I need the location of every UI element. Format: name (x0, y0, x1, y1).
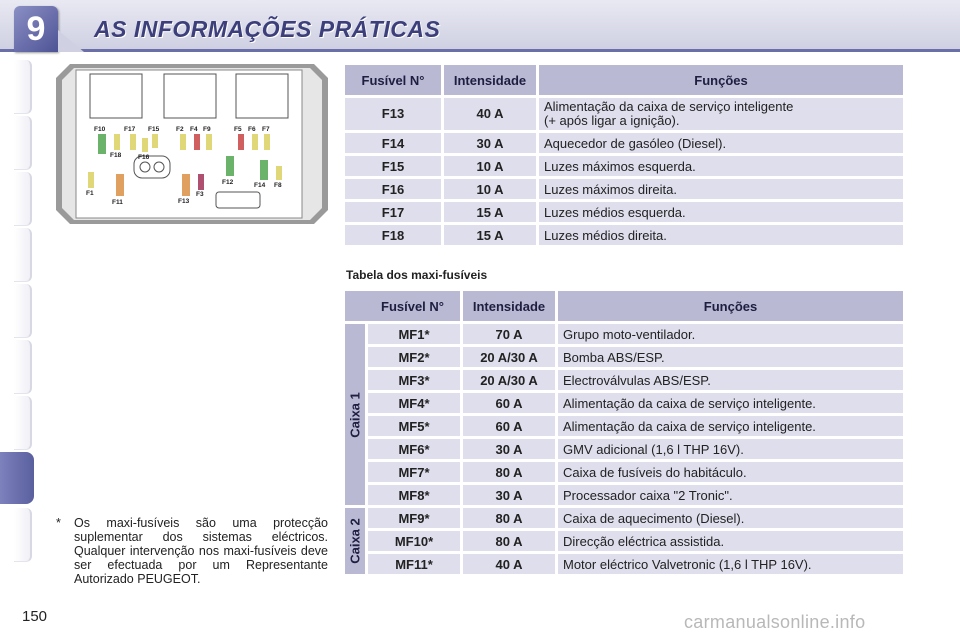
fuse-function: Luzes máximos esquerda. (539, 156, 903, 176)
fuse-function: Luzes médios esquerda. (539, 202, 903, 222)
fuse-amps: 10 A (444, 156, 536, 176)
fuse-f13 (182, 174, 190, 196)
fuse-amps: 40 A (444, 98, 536, 130)
fuse-label: F2 (176, 126, 184, 133)
fuse-function: GMV adicional (1,6 l THP 16V). (558, 439, 903, 459)
fuse-table (342, 62, 906, 248)
fuse-function: Luzes máximos direita. (539, 179, 903, 199)
table-row (345, 347, 903, 367)
fuse-label: F12 (222, 179, 234, 186)
fuse-label: F10 (94, 126, 106, 133)
fuse-label: F9 (203, 126, 211, 133)
fuse-function (539, 98, 903, 130)
fuse-label: F3 (196, 191, 204, 198)
group-label: Caixa 1 (347, 391, 363, 438)
column-header-fuse: Fusível N° (345, 65, 441, 95)
column-header-function: Funções (558, 291, 903, 321)
fuse-number: MF8* (368, 485, 460, 505)
fuse-amps: 20 A/30 A (463, 347, 555, 367)
fuse-function: Luzes médios direita. (539, 225, 903, 245)
footnote-marker: * (56, 516, 61, 530)
side-tab-2[interactable] (14, 116, 32, 170)
chapter-tab-shape (58, 30, 84, 52)
fuse-label: F15 (148, 126, 160, 133)
fuse-number: MF11* (368, 554, 460, 574)
table-row (345, 393, 903, 413)
fuse-label: F11 (112, 199, 123, 206)
fuse-label: F7 (262, 126, 270, 133)
fuse-f6 (252, 134, 258, 150)
fuse-number: MF10* (368, 531, 460, 551)
fuse-f7 (264, 134, 270, 150)
fuse-label: F1 (86, 190, 94, 197)
table-row (345, 133, 903, 153)
footnote (56, 516, 328, 586)
side-tab-9[interactable] (14, 508, 32, 562)
fuse-f11 (116, 174, 124, 196)
fuse-f15 (152, 134, 158, 148)
fuse-number: F17 (345, 202, 441, 222)
fuse-function: Alimentação da caixa de serviço inteligente. (558, 416, 903, 436)
fuse-number: F18 (345, 225, 441, 245)
side-tab-3[interactable] (14, 172, 32, 226)
fuse-number: F13 (345, 98, 441, 130)
table-row (345, 462, 903, 482)
fuse-f18 (114, 134, 120, 150)
fuse-amps: 60 A (463, 393, 555, 413)
side-tab-1[interactable] (14, 60, 32, 114)
fuse-f14 (260, 160, 268, 180)
connector-pin (140, 162, 150, 172)
fuse-f4 (194, 134, 200, 150)
fuse-number: F16 (345, 179, 441, 199)
page-number: 150 (22, 608, 48, 625)
fuse-label: F4 (190, 126, 198, 133)
group-label-box-1 (345, 324, 365, 505)
fuse-amps: 60 A (463, 416, 555, 436)
maxi-fuse-table-title: Tabela dos maxi-fusíveis (346, 268, 488, 282)
relay-block (164, 74, 216, 118)
fuse-box-diagram (56, 64, 328, 224)
fuse-number: MF9* (368, 508, 460, 528)
group-label: Caixa 2 (347, 518, 363, 564)
fuse-function: Alimentação da caixa de serviço inteligente. (558, 393, 903, 413)
fuse-number: MF6* (368, 439, 460, 459)
table-row (345, 324, 903, 344)
fuse-function: Aquecedor de gasóleo (Diesel). (539, 133, 903, 153)
fuse-number: MF4* (368, 393, 460, 413)
page-header (0, 0, 960, 52)
fuse-number: MF2* (368, 347, 460, 367)
fuse-function: Motor eléctrico Valvetronic (1,6 l THP 16V). (558, 554, 903, 574)
fuse-amps: 70 A (463, 324, 555, 344)
watermark: carmanualsonline.info (684, 612, 866, 632)
table-row (345, 225, 903, 245)
side-tab-4[interactable] (14, 228, 32, 282)
fuse-number: F14 (345, 133, 441, 153)
side-tab-6[interactable] (14, 340, 32, 394)
chapter-side-rail (0, 60, 34, 580)
chapter-badge: 9 (14, 6, 58, 52)
fuse-label: F5 (234, 126, 242, 133)
fuse-function: Grupo moto-ventilador. (558, 324, 903, 344)
fuse-function: Electroválvulas ABS/ESP. (558, 370, 903, 390)
fuse-amps: 30 A (463, 485, 555, 505)
fuse-number: MF7* (368, 462, 460, 482)
column-header-function: Funções (539, 65, 903, 95)
footnote-text: Os maxi-fusíveis são uma protecção suplementar dos sistemas eléctricos. Qualquer intervenção nos maxi-fusíveis deve ser efectuada por um Representante Autorizado PEUGEOT. (74, 516, 328, 586)
side-tab-active[interactable] (0, 452, 34, 504)
table-row (345, 202, 903, 222)
table-header-row (345, 291, 903, 321)
table-row (345, 531, 903, 551)
side-tab-5[interactable] (14, 284, 32, 338)
fuse-label: F17 (124, 126, 136, 133)
fuse-amps: 30 A (444, 133, 536, 153)
fuse-amps: 15 A (444, 225, 536, 245)
fuse-f17 (130, 134, 136, 150)
fuse-f12 (226, 156, 234, 176)
fuse-number: MF1* (368, 324, 460, 344)
fuse-label: F8 (274, 182, 282, 189)
fuse-f5 (238, 134, 244, 150)
fuse-amps: 80 A (463, 508, 555, 528)
table-row (345, 439, 903, 459)
group-label-box-2 (345, 508, 365, 574)
fuse-amps: 15 A (444, 202, 536, 222)
fuse-function-line: (+ após ligar a ignição). (544, 113, 680, 128)
connector-socket (216, 192, 260, 208)
table-row (345, 370, 903, 390)
fuse-f8 (276, 166, 282, 180)
fuse-number: F15 (345, 156, 441, 176)
column-header-amps: Intensidade (444, 65, 536, 95)
table-header-row (345, 65, 903, 95)
fuse-number: MF5* (368, 416, 460, 436)
page-title: AS INFORMAÇÕES PRÁTICAS (94, 16, 441, 42)
column-header-fuse: Fusível N° (345, 291, 460, 321)
fuse-f10 (98, 134, 106, 154)
fuse-f16 (142, 138, 148, 152)
fuse-function-line: Alimentação da caixa de serviço inteligente (544, 99, 794, 114)
fuse-amps: 80 A (463, 531, 555, 551)
fuse-f3 (198, 174, 204, 190)
fuse-function: Direcção eléctrica assistida. (558, 531, 903, 551)
fuse-amps: 10 A (444, 179, 536, 199)
table-row (345, 416, 903, 436)
fuse-label: F14 (254, 182, 266, 189)
table-row (345, 508, 903, 528)
fuse-label: F16 (138, 154, 150, 161)
fuse-amps: 30 A (463, 439, 555, 459)
side-tab-7[interactable] (14, 396, 32, 450)
fuse-number: MF3* (368, 370, 460, 390)
connector-pin (154, 162, 164, 172)
fuse-label: F13 (178, 198, 190, 205)
table-row (345, 485, 903, 505)
fuse-function: Bomba ABS/ESP. (558, 347, 903, 367)
relay-block (90, 74, 142, 118)
fuse-f2 (180, 134, 186, 150)
table-row (345, 156, 903, 176)
fuse-function: Caixa de fusíveis do habitáculo. (558, 462, 903, 482)
fuse-f9 (206, 134, 212, 150)
fuse-amps: 80 A (463, 462, 555, 482)
table-row (345, 98, 903, 130)
fuse-amps: 20 A/30 A (463, 370, 555, 390)
fuse-amps: 40 A (463, 554, 555, 574)
fuse-label: F18 (110, 152, 122, 159)
column-header-amps: Intensidade (463, 291, 555, 321)
fuse-function: Caixa de aquecimento (Diesel). (558, 508, 903, 528)
fuse-f1 (88, 172, 94, 188)
fuse-function: Processador caixa "2 Tronic". (558, 485, 903, 505)
maxi-fuse-table (342, 288, 906, 577)
relay-block (236, 74, 288, 118)
table-row (345, 179, 903, 199)
fuse-label: F6 (248, 126, 256, 133)
table-row (345, 554, 903, 574)
